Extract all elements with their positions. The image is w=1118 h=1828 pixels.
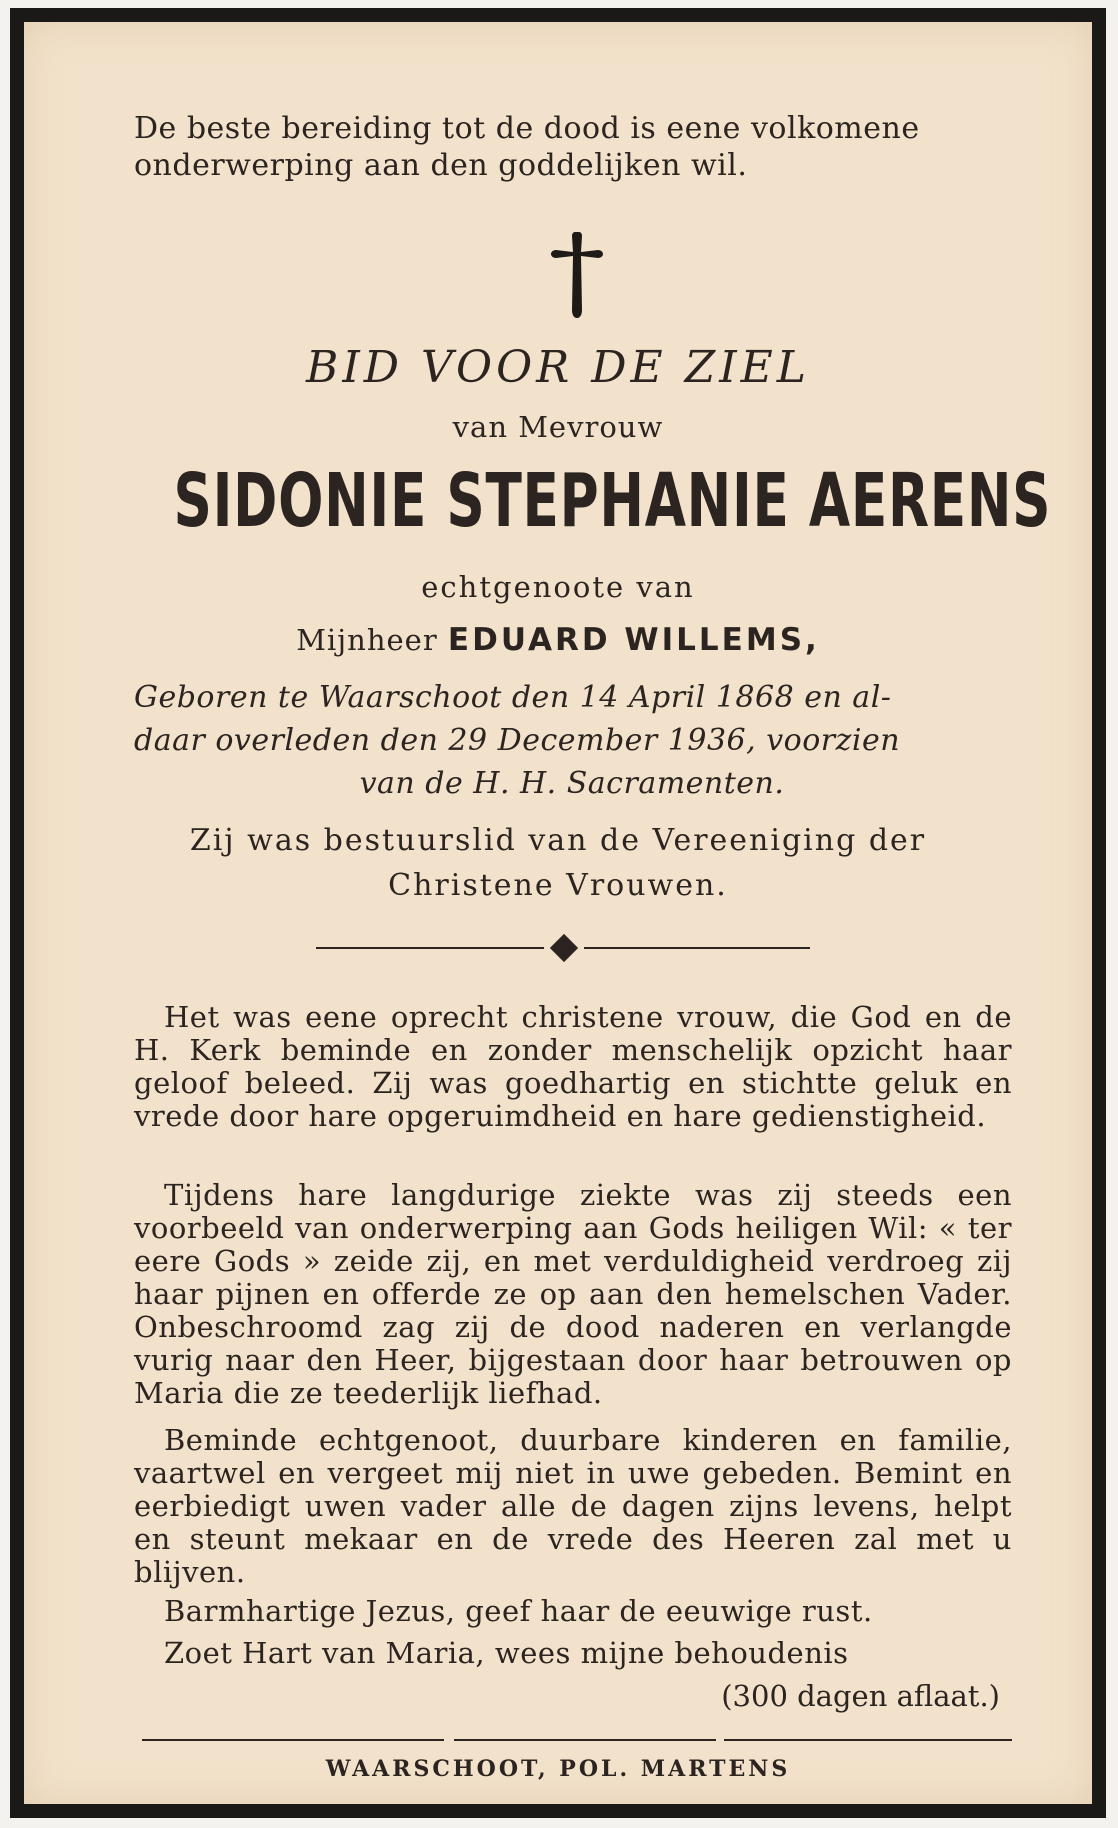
diamond-icon — [550, 934, 578, 962]
birth-death-line-1: Geboren te Waarschoot den 14 April 1868 en al- — [134, 680, 892, 715]
birth-death-line-3: van de H. H. Sacramenten. — [359, 766, 785, 801]
memorial-card-paper — [24, 22, 1092, 1804]
ornamental-divider — [316, 938, 810, 958]
husband-title: Mijnheer — [296, 623, 438, 657]
prayer-line-2: Zoet Hart van Maria, wees mijne behoudenis — [164, 1636, 849, 1670]
body-paragraph-3: Beminde echtgenoot, duurbare kinderen en familie, vaartwel en vergeet mij niet in uwe gebeden. Bemint en eerbiedigt uwen vader alle de dagen zijns levens, helpt en steunt mekaar en de vrede des Heeren zal met u blijven. — [134, 1423, 1012, 1589]
prayer-heading: BID VOOR DE ZIEL — [306, 342, 810, 393]
board-line-1: Zij was bestuurslid van de Vereeniging der — [189, 823, 927, 858]
birth-death-info — [134, 676, 1010, 805]
intro-line-1: De beste bereiding tot de dood is eene volkomene — [134, 111, 920, 146]
indulgence-note: (300 dagen aflaat.) — [721, 1679, 1000, 1713]
footer-rule — [724, 1739, 1012, 1741]
board-member-info — [24, 818, 1092, 908]
body-paragraph-1: Het was eene oprecht christene vrouw, die God en de H. Kerk beminde en zonder menschelijk opzicht haar geloof beleed. Zij was goedhartig en stichtte geluk en vrede door hare opgeruimdheid en hare gedienstigheid. — [134, 1000, 1012, 1133]
spouse-relation: echtgenoote van — [421, 570, 695, 604]
latin-cross-icon — [550, 230, 604, 320]
intro-quote — [134, 110, 920, 184]
birth-death-line-2: daar overleden den 29 December 1936, voorzien — [134, 723, 901, 758]
husband-line — [24, 622, 1092, 658]
memorial-card-border — [10, 8, 1106, 1818]
footer-rule — [454, 1739, 716, 1741]
husband-name: EDUARD WILLEMS, — [447, 622, 820, 658]
deceased-name: SIDONIE STEPHANIE AERENS — [173, 458, 1052, 544]
board-line-2: Christene Vrouwen. — [388, 868, 728, 903]
prayer-line-1: Barmhartige Jezus, geef haar de eeuwige rust. — [164, 1594, 873, 1628]
body-paragraph-2: Tijdens hare langdurige ziekte was zij steeds een voorbeeld van onderwerping aan Gods heiligen Wil: « ter eere Gods » zeide zij, en met verduldigheid verdroeg zij haar pijnen en offerde ze op aan den hemelschen Vader. Onbeschroomd zag zij de dood naderen en verlangde vurig naar den Heer, bijgestaan door haar betrouwen op Maria die ze teederlijk liefhad. — [134, 1178, 1012, 1410]
title-van-mevrouw: van Mevrouw — [452, 410, 664, 444]
printer-imprint: WAARSCHOOT, POL. MARTENS — [325, 1756, 791, 1782]
intro-line-2: onderwerping aan den goddelijken wil. — [134, 148, 748, 183]
footer-rule — [142, 1739, 444, 1741]
